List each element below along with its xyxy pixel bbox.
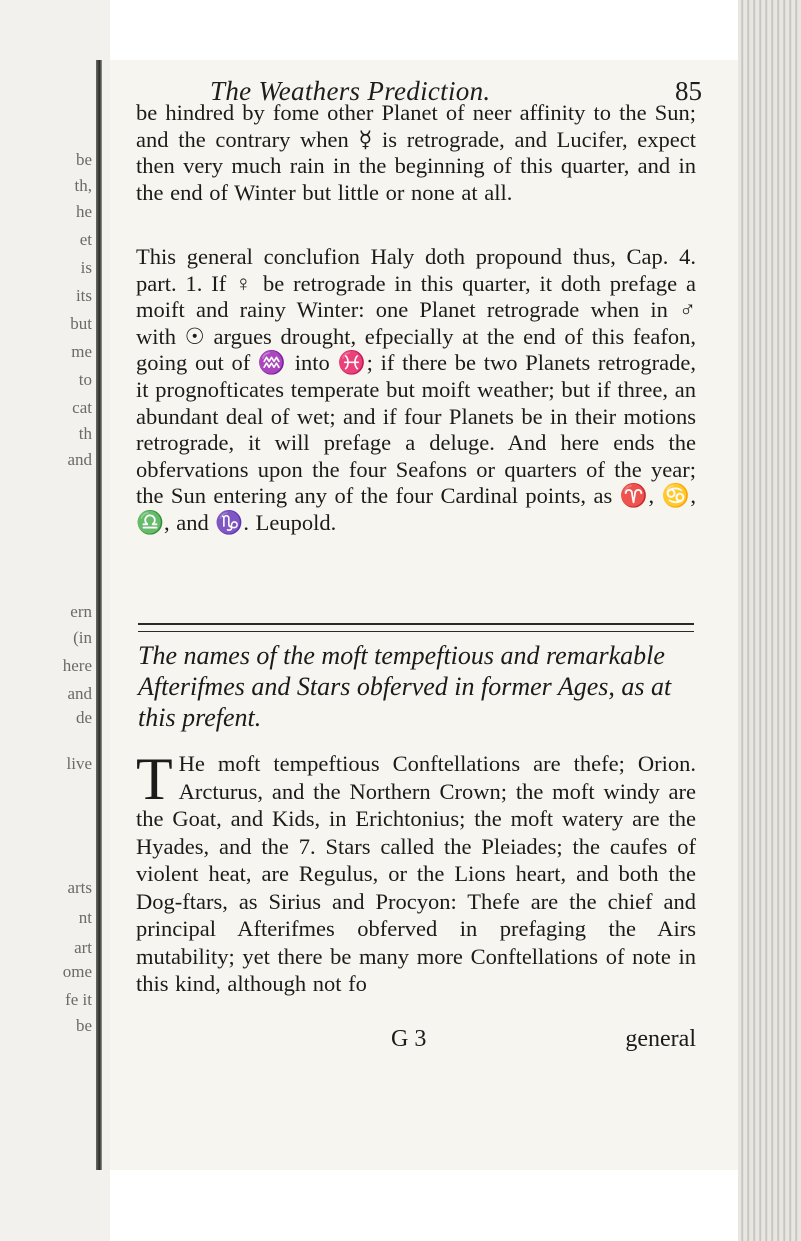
facing-text-fragment: be bbox=[75, 150, 92, 169]
drop-cap: T bbox=[136, 746, 173, 812]
section-divider bbox=[138, 623, 694, 632]
paragraph-text: He moft tempeftious Conftellations are thefe; Orion. Arcturus, and the Northern Crown; the moft windy are the Goat, and Kids, in Erichtonius; the moft watery are the Hyades, and the 7. Stars called the Pleiades; the caufes of violent heat, are Regulus, or the Lions heart, and both the Dog-ftars, as Sirius and Procyon: Thefe are the chief and principal Afterifmes obferved in prefaging the Airs mutability; yet there be many more Conftellations of note in this kind, although not fo bbox=[136, 751, 696, 996]
facing-text-fragment: fe it bbox=[65, 990, 92, 1009]
facing-text-fragment: be bbox=[75, 1016, 92, 1035]
facing-text-fragment: and bbox=[67, 684, 92, 703]
binding-edge bbox=[96, 60, 102, 1170]
facing-text-fragment: th bbox=[78, 424, 92, 443]
paragraph bbox=[136, 746, 696, 998]
facing-page bbox=[0, 0, 110, 1241]
facing-text-fragment: arts bbox=[67, 878, 92, 897]
facing-text-fragment: and bbox=[67, 450, 92, 469]
signature-mark: G 3 bbox=[391, 1026, 427, 1052]
facing-text-fragment: ome bbox=[62, 962, 92, 981]
page-number: 85 bbox=[675, 76, 702, 106]
facing-text-fragment: live bbox=[66, 754, 92, 773]
facing-text-fragment: to bbox=[78, 370, 92, 389]
facing-text-fragment: cat bbox=[72, 398, 92, 417]
running-title: The Weathers Prediction. bbox=[210, 76, 491, 106]
facing-text-fragment: is bbox=[80, 258, 92, 277]
footer-line bbox=[136, 1026, 696, 1056]
paragraph: This general conclufion Haly doth propound thus, Cap. 4. part. 1. If ♀ be retrograde in this quarter, it doth prefage a moift and rainy Winter: one Planet retrograde when in ♂ with ☉ argues drought, efpecially at the end of this feafon, going out of ♒ into ♓; if there be two Planets retrograde, it prognofticates temperate but moift weather; but if three, an abundant deal of wet; and if four Planets be in their motions retrograde, it will prefage a deluge. And here ends the obfervations upon the four Seafons or quarters of the year; the Sun entering any of the four Cardinal points, as ♈, ♋, ♎, and ♑. Leupold. bbox=[136, 244, 696, 535]
page-edges bbox=[738, 0, 801, 1241]
facing-text-fragment: (in bbox=[73, 628, 92, 647]
catchword: general bbox=[625, 1026, 696, 1052]
facing-text-fragment: ern bbox=[70, 602, 92, 621]
facing-text-fragment: et bbox=[79, 230, 92, 249]
facing-text-fragment: here bbox=[62, 656, 92, 675]
facing-text-fragment: me bbox=[71, 342, 92, 361]
facing-text-fragment: art bbox=[74, 938, 92, 957]
facing-text-fragment: th, bbox=[74, 176, 92, 195]
facing-text-fragment: its bbox=[75, 286, 92, 305]
facing-text-fragment: but bbox=[70, 314, 92, 333]
facing-text-fragment: nt bbox=[78, 908, 92, 927]
facing-text-fragment: he bbox=[75, 202, 92, 221]
facing-text-fragment: de bbox=[75, 708, 92, 727]
section-heading: The names of the moft tempeftious and remarkable Afterifmes and Stars obferved in former Ages, as at this prefent. bbox=[138, 641, 672, 732]
paragraph: be hindred by fome other Planet of neer affinity to the Sun; and the contrary when ☿ is retrograde, and Lucifer, expect then very much rain in the beginning of this quarter, and in the end of Winter but little or none at all. bbox=[136, 100, 696, 205]
book-page bbox=[110, 60, 738, 1170]
